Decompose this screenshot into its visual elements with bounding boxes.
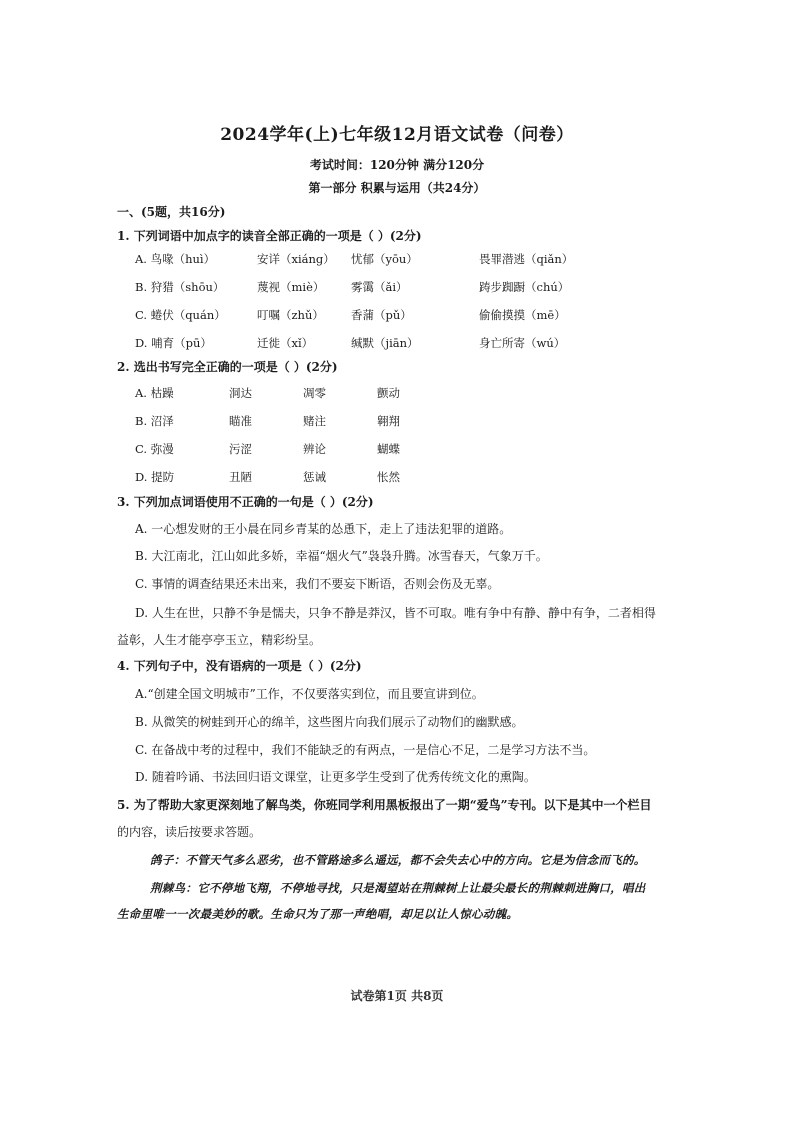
q1-a-4: 畏罪潜逃（qiǎn） bbox=[479, 252, 574, 266]
q1-stem: 1. 下列词语中加点字的读音全部正确的一项是（ ）(2分) bbox=[117, 229, 422, 243]
q2-a-1: A. 枯躁 bbox=[135, 386, 174, 400]
q5-stem-line2: 的内容，读后按要求答题。 bbox=[117, 825, 262, 839]
page-footer: 试卷第1页 共8页 bbox=[350, 989, 444, 1003]
q2-stem: 2. 选出书写完全正确的一项是（ ）(2分) bbox=[117, 360, 338, 374]
q2-a-3: 凋零 bbox=[303, 386, 326, 400]
q2-d-4: 怅然 bbox=[377, 470, 400, 484]
q1-c-1: C. 蜷伏（quán） bbox=[135, 308, 226, 322]
thornbird-passage-line1: 荆棘鸟：它不停地飞翔，不停地寻找，只是渴望站在荆棘树上让最尖最长的荆棘刺进胸口，唱出 bbox=[150, 881, 646, 895]
q5-stem-line1: 5. 为了帮助大家更深刻地了解鸟类，你班同学利用黑板报出了一期“爱鸟”专刊。以下是其中一个栏目 bbox=[117, 798, 652, 812]
q4-stem: 4. 下列句子中，没有语病的一项是（ ）(2分) bbox=[117, 659, 362, 673]
q1-a-1: A. 鸟喙（huì） bbox=[135, 252, 216, 266]
q2-c-4: 蝴蝶 bbox=[377, 442, 400, 456]
q1-d-3: 缄默（jiān） bbox=[351, 336, 419, 350]
section-one-heading: 一、(5题，共16分) bbox=[117, 205, 226, 219]
q3-option-d-line2: 益彰，人生才能亭亭玉立，精彩纷呈。 bbox=[117, 633, 322, 647]
q1-c-4: 偷偷摸摸（mē） bbox=[479, 308, 566, 322]
q3-option-c: C. 事情的调查结果还未出来，我们不要妄下断语，否则会伤及无辜。 bbox=[135, 577, 500, 591]
q4-option-c: C. 在备战中考的过程中，我们不能缺乏的有两点，一是信心不足，二是学习方法不当。 bbox=[135, 743, 596, 757]
pigeon-passage: 鸽子：不管天气多么恶劣，也不管路途多么遥远，都不会失去心中的方向。它是为信念而飞的。 bbox=[150, 853, 646, 867]
part-one-heading: 第一部分 积累与运用（共24分） bbox=[308, 181, 486, 195]
q1-d-1: D. 哺育（pū） bbox=[135, 336, 212, 350]
q4-option-d: D. 随着吟诵、书法回归语文课堂，让更多学生受到了优秀传统文化的熏陶。 bbox=[135, 770, 536, 784]
q1-c-3: 香蒲（pǔ） bbox=[351, 308, 412, 322]
q1-b-2: 蔑视（miè） bbox=[257, 280, 325, 294]
q3-option-d-line1: D. 人生在世，只静不争是懦夫，只争不静是莽汉，皆不可取。唯有争中有静、静中有争，二者相得 bbox=[135, 606, 656, 620]
q1-c-2: 叮嘱（zhǔ） bbox=[257, 308, 324, 322]
q2-a-4: 颤动 bbox=[377, 386, 400, 400]
q2-d-1: D. 提防 bbox=[135, 470, 175, 484]
q1-d-2: 迁徙（xǐ） bbox=[257, 336, 314, 350]
q2-a-2: 洞达 bbox=[229, 386, 252, 400]
q1-d-4: 身亡所寄（wú） bbox=[479, 336, 566, 350]
q2-d-3: 惩诫 bbox=[303, 470, 326, 484]
q3-option-a: A. 一心想发财的王小晨在同乡青某的怂恿下，走上了违法犯罪的道路。 bbox=[135, 522, 512, 536]
q2-d-2: 丑陋 bbox=[229, 470, 252, 484]
thornbird-passage-line2: 生命里唯一一次最美妙的歌。生命只为了那一声绝唱，却足以让人惊心动魄。 bbox=[117, 907, 519, 921]
q4-option-b: B. 从微笑的树蛙到开心的绵羊，这些图片向我们展示了动物们的幽默感。 bbox=[135, 715, 524, 729]
q4-option-a: A.“创建全国文明城市”工作，不仅要落实到位，而且要宣讲到位。 bbox=[135, 687, 484, 701]
q1-b-3: 雾霭（ǎi） bbox=[351, 280, 408, 294]
q2-c-3: 辨论 bbox=[303, 442, 326, 456]
q1-b-4: 踌步踟蹰（chú） bbox=[479, 280, 570, 294]
q1-a-3: 忧郁（yōu） bbox=[351, 252, 418, 266]
q3-option-b: B. 大江南北，江山如此多娇，幸福“烟火气”袅袅升腾。冰雪春天，气象万千。 bbox=[135, 549, 548, 563]
q2-b-4: 翱翔 bbox=[377, 414, 400, 428]
exam-info: 考试时间：120分钟 满分120分 bbox=[309, 158, 485, 172]
exam-title: 2024学年(上)七年级12月语文试卷（问卷） bbox=[220, 125, 574, 145]
q3-stem: 3. 下列加点词语使用不正确的一句是（ ）(2分) bbox=[117, 495, 374, 509]
q1-a-2: 安详（xiáng） bbox=[257, 252, 335, 266]
q2-b-2: 瞄准 bbox=[229, 414, 252, 428]
q2-b-3: 赌注 bbox=[303, 414, 326, 428]
q2-b-1: B. 沼泽 bbox=[135, 414, 174, 428]
q2-c-1: C. 弥漫 bbox=[135, 442, 174, 456]
q2-c-2: 污涩 bbox=[229, 442, 252, 456]
q1-b-1: B. 狩猎（shōu） bbox=[135, 280, 225, 294]
